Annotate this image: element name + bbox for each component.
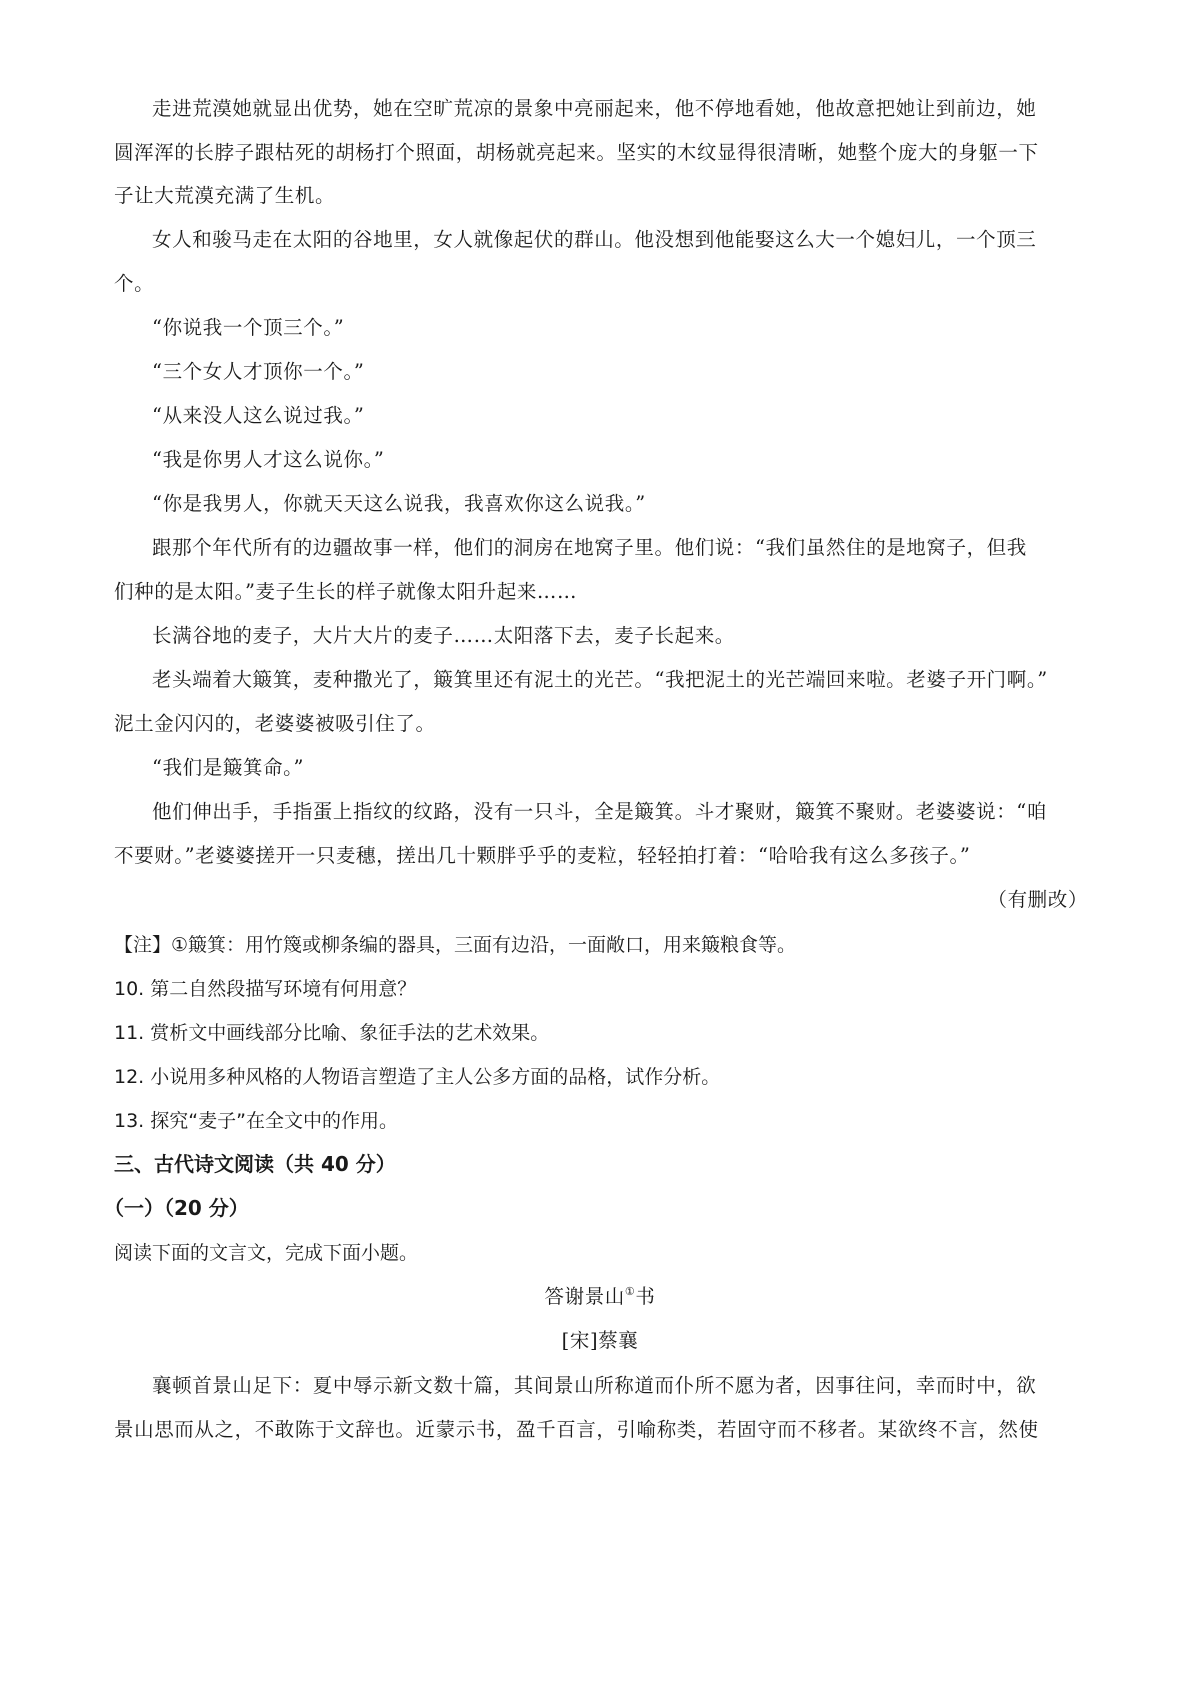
story-paragraph-6: “我们是簸箕命。”: [152, 756, 305, 779]
section-heading: 三、古代诗文阅读（共 40 分）: [114, 1152, 396, 1176]
title-main: 答谢景山: [544, 1285, 625, 1308]
story-paragraph-2-line-1: 女人和骏马走在太阳的谷地里，女人就像起伏的群山。他没想到他能娶这么大一个媳妇儿，一个顶三: [152, 228, 1037, 251]
question-11: 11. 赏析文中画线部分比喻、象征手法的艺术效果。: [114, 1022, 550, 1044]
question-10: 10. 第二自然段描写环境有何用意？: [114, 978, 417, 1000]
dialogue-line: “我是你男人才这么说你。”: [152, 448, 385, 471]
story-paragraph-4: 长满谷地的麦子，大片大片的麦子……太阳落下去，麦子长起来。: [152, 624, 735, 647]
dialogue-line: “你是我男人，你就天天这么说我，我喜欢你这么说我。”: [152, 492, 646, 515]
dialogue-line: “你说我一个顶三个。”: [152, 316, 345, 339]
story-paragraph-3-line-2: 们种的是太阳。”麦子生长的样子就像太阳升起来……: [114, 580, 578, 603]
classical-text-line-1: 襄顿首景山足下：夏中辱示新文数十篇，其间景山所称道而仆所不愿为者，因事往问，幸而时中，欲: [152, 1374, 1037, 1397]
story-paragraph-2-line-2: 个。: [114, 272, 155, 295]
footnote-annotation: 【注】①簸箕：用竹篾或柳条编的器具，三面有边沿，一面敞口，用来簸粮食等。: [114, 934, 797, 956]
classical-text-author: [宋]蔡襄: [561, 1329, 639, 1352]
story-paragraph-1-line-3: 子让大荒漠充满了生机。: [114, 184, 336, 207]
story-paragraph-7-line-1: 他们伸出手，手指蛋上指纹的纹路，没有一只斗，全是簸箕。斗才聚财，簸箕不聚财。老婆婆说：“咱: [152, 800, 1047, 823]
footnote-marker: ①: [624, 1285, 636, 1298]
question-12: 12. 小说用多种风格的人物语言塑造了主人公多方面的品格，试作分析。: [114, 1066, 721, 1088]
question-13: 13. 探究“麦子”在全文中的作用。: [114, 1110, 398, 1132]
dialogue-line: “三个女人才顶你一个。”: [152, 360, 365, 383]
abridged-note: （有删改）: [987, 888, 1088, 911]
story-paragraph-5-line-1: 老头端着大簸箕，麦种撒光了，簸箕里还有泥土的光芒。“我把泥土的光芒端回来啦。老婆子开门啊。”: [152, 668, 1048, 691]
story-paragraph-3-line-1: 跟那个年代所有的边疆故事一样，他们的洞房在地窝子里。他们说：“我们虽然住的是地窝子，但我: [152, 536, 1027, 559]
dialogue-line: “从来没人这么说过我。”: [152, 404, 365, 427]
classical-text-line-2: 景山思而从之，不敢陈于文辞也。近蒙示书，盈千百言，引喻称类，若固守而不移者。某欲终不言，然使: [114, 1418, 1039, 1441]
story-paragraph-1-line-1: 走进荒漠她就显出优势，她在空旷荒凉的景象中亮丽起来，他不停地看她，他故意把她让到前边，她: [152, 97, 1037, 120]
sub-section-heading: （一）（20 分）: [104, 1196, 249, 1220]
story-paragraph-1-line-2: 圆浑浑的长脖子跟枯死的胡杨打个照面，胡杨就亮起来。坚实的木纹显得很清晰，她整个庞大的身躯一下: [114, 141, 1039, 164]
title-end: 书: [635, 1285, 656, 1308]
reading-instruction: 阅读下面的文言文，完成下面小题。: [114, 1242, 419, 1264]
story-paragraph-7-line-2: 不要财。”老婆婆搓开一只麦穗，搓出几十颗胖乎乎的麦粒，轻轻拍打着：“哈哈我有这么多孩子。”: [114, 844, 971, 867]
story-paragraph-5-line-2: 泥土金闪闪的，老婆婆被吸引住了。: [114, 712, 436, 735]
classical-text-title: [0, 1285, 1200, 1309]
